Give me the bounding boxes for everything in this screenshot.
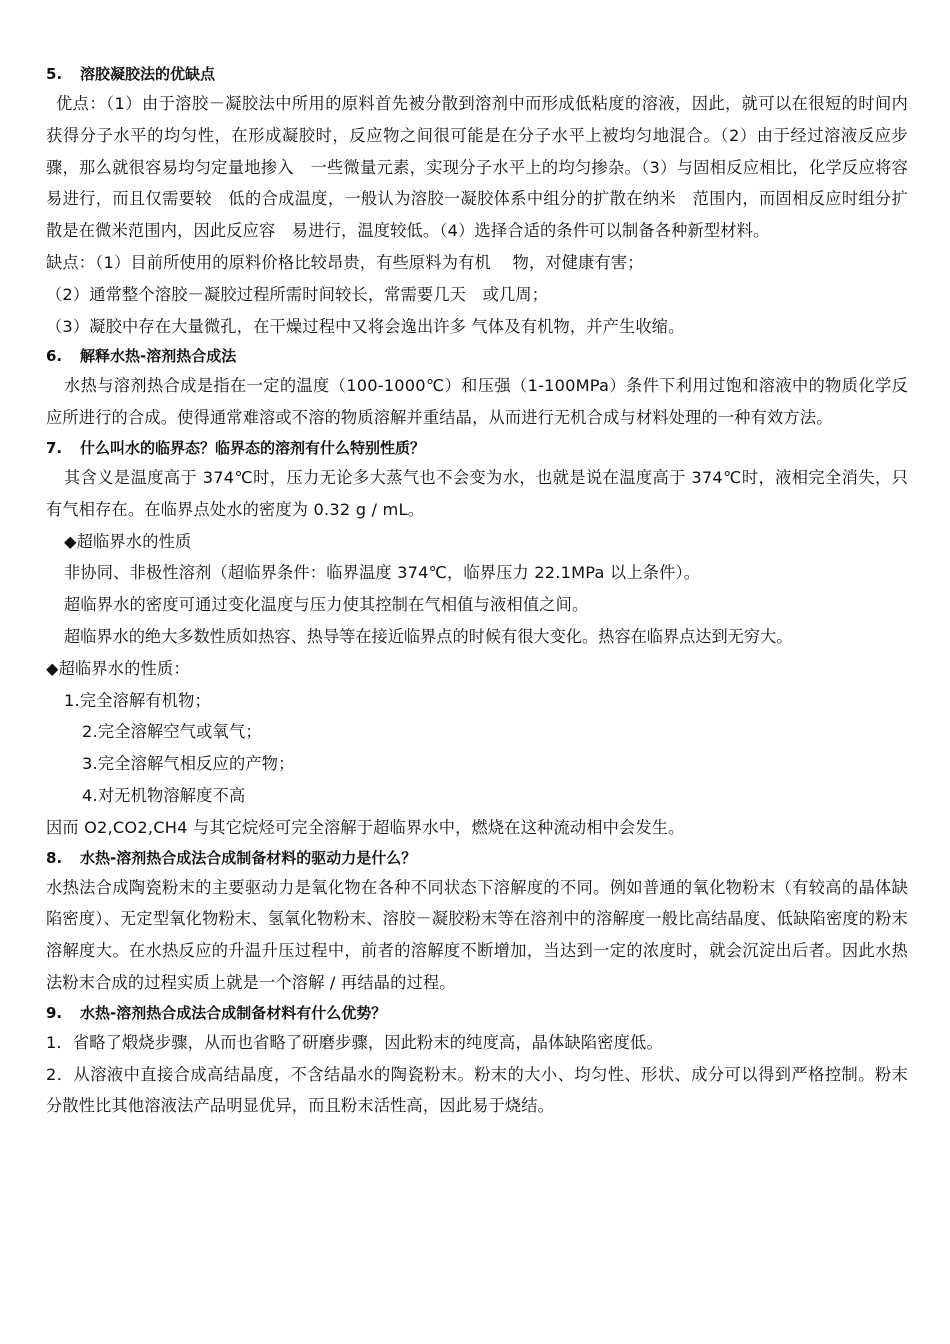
section-7-body: 其含义是温度高于 374℃时，压力无论多大蒸气也不会变为水，也就是说在温度高于 374℃时，液相完全消失，只有气相存在。在临界点处水的密度为 0.32 g / mL。 — [46, 467, 908, 519]
section-7-number: 7. — [46, 438, 63, 457]
document-page — [46, 60, 908, 1122]
section-5-number: 5. — [46, 65, 63, 83]
section-5-advantages: 优点：（1）由于溶胶－凝胶法中所用的原料首先被分散到溶剂中而形成低粘度的溶液，因此，就可以在很短的时间内获得分子水平的均匀性，在形成凝胶时，反应物之间很可能是在分子水平上被均匀地混合。（2）由于经过溶液反应步骤，那么就很容易均匀定量地掺入 一些微量元素，实现分子水平上的均匀掺杂。（3）与固相反应相比，化学反应将容易进行，而且仅需要较 低的合成温度，一般认为溶胶一凝胶体系中组分的扩散在纳米 范围内，而固相反应时组分扩散是在微米范围内，因此反应容 易进行，温度较低。（4）选择合适的条件可以制备各种新型材料。 — [46, 94, 908, 241]
section-7-list-item-1: 1.完全溶解有机物； — [64, 690, 211, 710]
section-8-body: 水热法合成陶瓷粉末的主要驱动力是氧化物在各种不同状态下溶解度的不同。例如普通的氧化物粉末（有较高的晶体缺陷密度）、无定型氧化物粉末、氢氧化物粉末、溶胶－凝胶粉末等在溶剂中的溶解度一般比高结晶度、低缺陷密度的粉末溶解度大。在水热反应的升温升压过程中，前者的溶解度不断增加，当达到一定的浓度时，就会沉淀出后者。因此水热法粉末合成的过程实质上就是一个溶解 / 再结晶的过程。 — [46, 877, 908, 992]
section-7-list-item-4: 4.对无机物溶解度不高 — [82, 785, 246, 805]
section-9-heading — [46, 1003, 908, 1023]
section-5-disadvantage-3: （3）凝胶中存在大量微孔，在干燥过程中又将会逸出许多 气体及有机物，并产生收缩。 — [46, 316, 685, 336]
section-5-disadvantage-2: （2）通常整个溶胶－凝胶过程所需时间较长，常需要几天 或几周； — [46, 284, 549, 304]
section-9-point-2: 2．从溶液中直接合成高结晶度，不含结晶水的陶瓷粉末。粉末的大小、均匀性、形状、成分可以得到严格控制。粉末分散性比其他溶液法产品明显优异，而且粉末活性高，因此易于烧结。 — [46, 1064, 908, 1116]
section-9-number: 9. — [46, 1003, 63, 1022]
section-7-line-2: 超临界水的密度可通过变化温度与压力使其控制在气相值与液相值之间。 — [64, 595, 589, 615]
section-7-subheading-2: ◆超临界水的性质： — [46, 658, 190, 678]
section-7-line-1: 非协同、非极性溶剂（超临界条件：临界温度 374℃，临界压力 22.1MPa 以上条件）。 — [64, 563, 701, 583]
section-7-subheading-1: ◆超临界水的性质 — [64, 531, 192, 551]
section-5-title: 溶胶凝胶法的优缺点 — [80, 65, 216, 83]
section-6-heading — [46, 346, 908, 366]
section-6-body: 水热与溶剂热合成是指在一定的温度（100-1000℃）和压强（1-100MPa）条件下利用过饱和溶液中的物质化学反应所进行的合成。使得通常难溶或不溶的物质溶解并重结晶，从而进行无机合成与材料处理的一种有效方法。 — [46, 376, 908, 428]
section-5-heading — [46, 64, 908, 84]
section-7-line-3: 超临界水的绝大多数性质如热容、热导等在接近临界点的时候有很大变化。热容在临界点达到无穷大。 — [64, 626, 793, 646]
section-6-number: 6. — [46, 347, 63, 366]
section-9-point-1: 1．省略了煅烧步骤，从而也省略了研磨步骤，因此粉末的纯度高，晶体缺陷密度低。 — [46, 1032, 663, 1052]
section-7-tail: 因而 O2,CO2,CH4 与其它烷烃可完全溶解于超临界水中，燃烧在这种流动相中会发生。 — [46, 817, 685, 837]
section-7-list-item-2: 2.完全溶解空气或氧气； — [82, 722, 262, 742]
section-7-list-item-3: 3.完全溶解气相反应的产物； — [82, 754, 295, 774]
section-9-title: 水热-溶剂热合成法合成制备材料有什么优势？ — [80, 1003, 387, 1022]
section-8-heading — [46, 848, 908, 868]
section-8-title: 水热-溶剂热合成法合成制备材料的驱动力是什么？ — [80, 848, 417, 867]
section-7-title: 什么叫水的临界态？临界态的溶剂有什么特别性质？ — [80, 438, 426, 457]
section-6-title: 解释水热-溶剂热合成法 — [80, 347, 237, 366]
section-8-number: 8. — [46, 848, 63, 867]
section-5-disadvantage-1: 缺点：（1）目前所使用的原料价格比较昂贵，有些原料为有机 物，对健康有害； — [46, 252, 644, 272]
section-7-heading — [46, 438, 908, 458]
